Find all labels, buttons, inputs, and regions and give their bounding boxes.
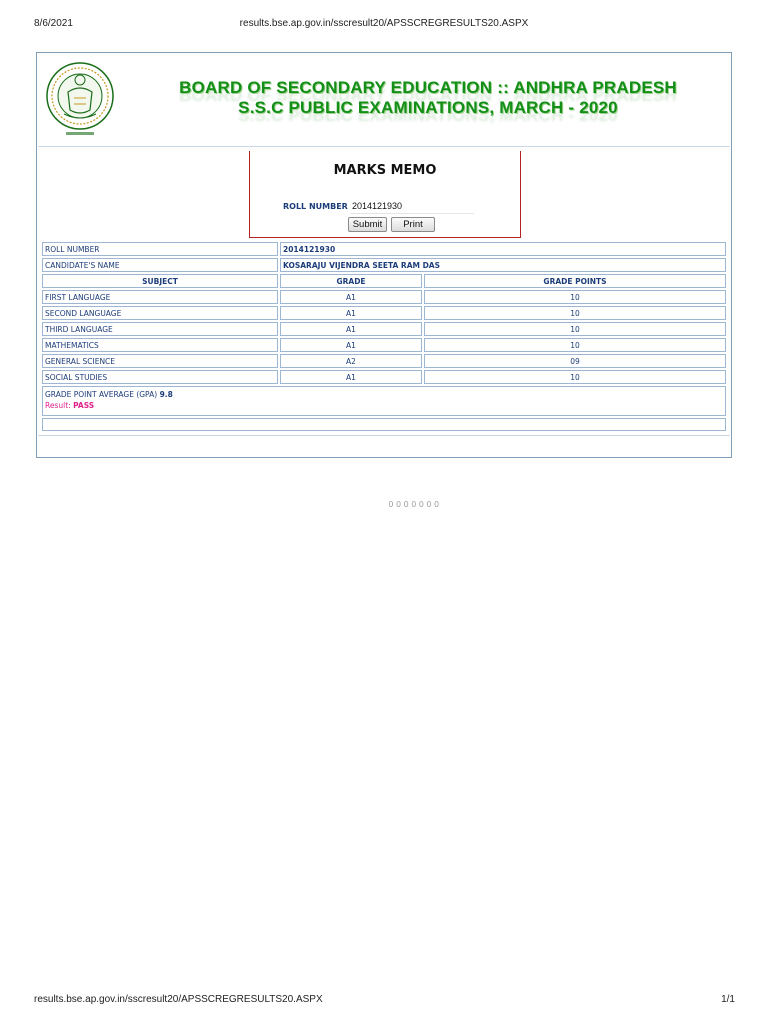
roll-number-input[interactable]: [350, 198, 474, 214]
memo-title: MARKS MEMO: [333, 163, 437, 178]
table-row: [42, 338, 726, 352]
points-cell: 10: [424, 338, 726, 352]
gpa-row: [42, 386, 726, 416]
points-cell: 09: [424, 354, 726, 368]
banner: [38, 54, 730, 147]
table-row: [42, 370, 726, 384]
print-date: 8/6/2021: [34, 18, 73, 29]
subject-header: SUBJECT: [42, 274, 278, 288]
roll-label-cell: ROLL NUMBER: [42, 242, 278, 256]
subject-cell: SOCIAL STUDIES: [42, 370, 278, 384]
gpa-value: 9.8: [159, 390, 173, 399]
results-table: [40, 240, 728, 433]
print-button[interactable]: Print: [391, 217, 435, 232]
gpa-label: GRADE POINT AVERAGE (GPA): [45, 390, 158, 399]
result-value: PASS: [73, 401, 95, 410]
subject-cell: SECOND LANGUAGE: [42, 306, 278, 320]
divider: [38, 435, 730, 436]
gpa-cell: [42, 386, 726, 416]
page-counter: 0000000: [388, 500, 442, 509]
blank-row: [42, 418, 726, 431]
points-cell: 10: [424, 306, 726, 320]
grade-header: GRADE: [280, 274, 422, 288]
subject-cell: THIRD LANGUAGE: [42, 322, 278, 336]
points-cell: 10: [424, 370, 726, 384]
footer-url: results.bse.ap.gov.in/sscresult20/APSSCREGRESULTS20.ASPX: [34, 994, 323, 1005]
subject-cell: FIRST LANGUAGE: [42, 290, 278, 304]
grade-cell: A1: [280, 322, 422, 336]
board-title: BOARD OF SECONDARY EDUCATION :: ANDHRA PRADESH: [179, 78, 677, 97]
roll-number-label: ROLL NUMBER: [283, 202, 348, 211]
name-label-cell: CANDIDATE'S NAME: [42, 258, 278, 272]
table-row: [42, 354, 726, 368]
header-row: [42, 274, 726, 288]
points-cell: 10: [424, 290, 726, 304]
subject-cell: GENERAL SCIENCE: [42, 354, 278, 368]
roll-value-cell: 2014121930: [280, 242, 726, 256]
grade-cell: A1: [280, 306, 422, 320]
grade-cell: A1: [280, 370, 422, 384]
marks-memo-form: [249, 151, 521, 238]
submit-button[interactable]: Submit: [348, 217, 387, 232]
roll-row: [42, 242, 726, 256]
name-row: [42, 258, 726, 272]
andhra-pradesh-emblem-icon: [44, 58, 116, 142]
exam-title: S.S.C PUBLIC EXAMINATIONS, MARCH - 2020: [238, 98, 618, 117]
table-row: [42, 306, 726, 320]
grade-cell: A1: [280, 338, 422, 352]
name-value-cell: KOSARAJU VIJENDRA SEETA RAM DAS: [280, 258, 726, 272]
points-header: GRADE POINTS: [424, 274, 726, 288]
subject-cell: MATHEMATICS: [42, 338, 278, 352]
grade-cell: A2: [280, 354, 422, 368]
print-url: results.bse.ap.gov.in/sscresult20/APSSCREGRESULTS20.ASPX: [239, 18, 529, 29]
result-label: Result:: [45, 401, 71, 410]
grade-cell: A1: [280, 290, 422, 304]
results-page-frame: [36, 52, 732, 458]
table-row: [42, 290, 726, 304]
points-cell: 10: [424, 322, 726, 336]
table-row: [42, 322, 726, 336]
page-number: 1/1: [721, 994, 735, 1005]
blank-cell: [42, 418, 726, 431]
